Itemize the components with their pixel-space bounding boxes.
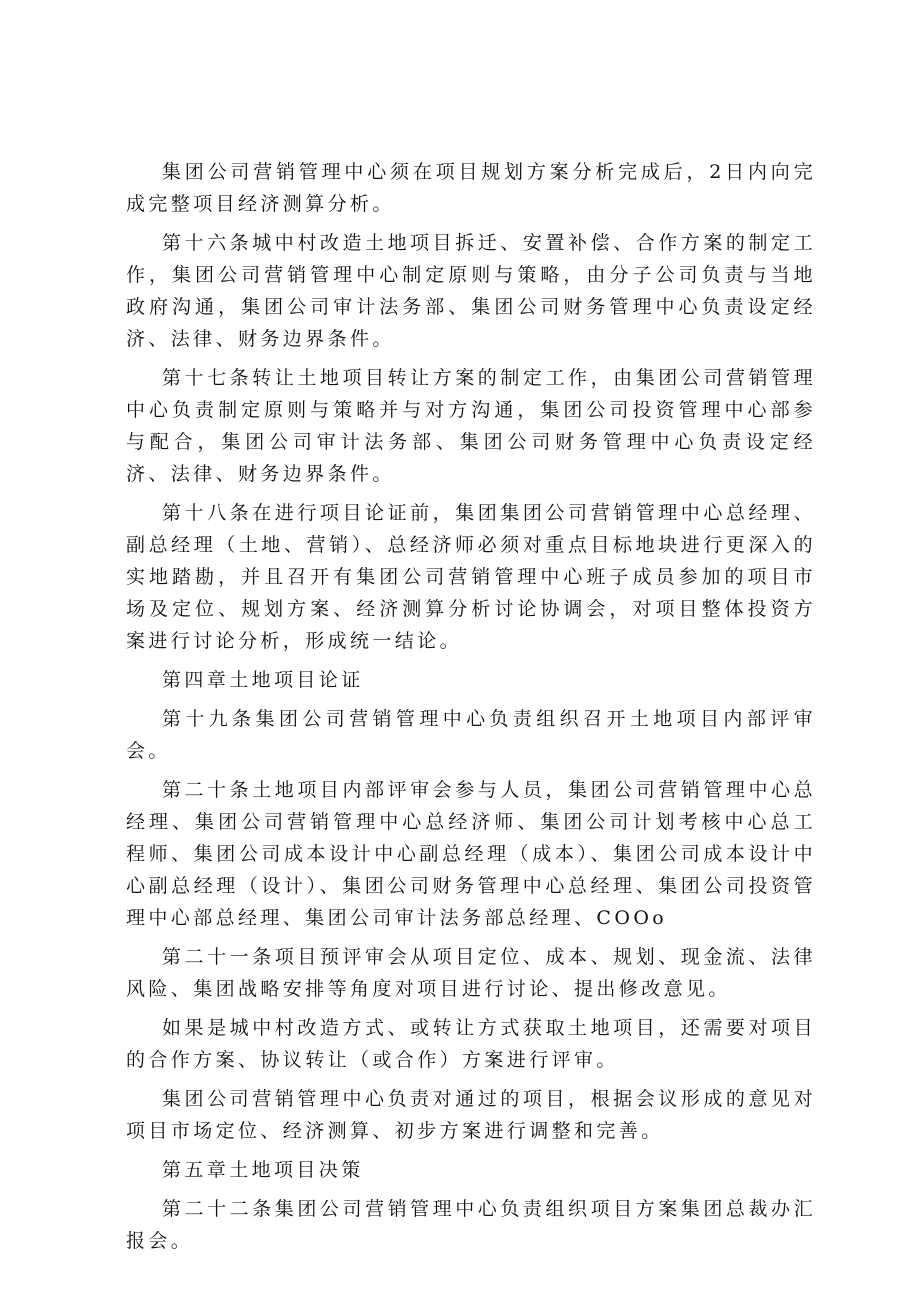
paragraph-article-21: 第二十一条项目预评审会从项目定位、成本、规划、现金流、法律风险、集团战略安排等角度对项目进行讨论、提出修改意见。 — [126, 946, 816, 1000]
chapter-5-heading: 第五章土地项目决策 — [162, 1159, 364, 1181]
paragraph-adjustment: 集团公司营销管理中心负责对通过的项目，根据会议形成的意见对项目市场定位、经济测算、初步方案进行调整和完善。 — [126, 1088, 816, 1142]
paragraph-village-transfer: 如果是城中村改造方式、或转让方式获取土地项目，还需要对项目的合作方案、协议转让（或合作）方案进行评审。 — [126, 1017, 816, 1071]
paragraph-article-19: 第十九条集团公司营销管理中心负责组织召开土地项目内部评审会。 — [126, 708, 816, 762]
chapter-4-heading: 第四章土地项目论证 — [162, 669, 364, 691]
paragraph-article-16: 第十六条城中村改造土地项目拆迁、安置补偿、合作方案的制定工作，集团公司营销管理中心制定原则与策略，由分子公司负责与当地政府沟通，集团公司审计法务部、集团公司财务管理中心负责设定经济、法律、财务边界条件。 — [126, 232, 816, 350]
paragraph-article-22: 第二十二条集团公司营销管理中心负责组织项目方案集团总裁办汇报会。 — [126, 1198, 816, 1252]
paragraph-article-20: 第二十条土地项目内部评审会参与人员，集团公司营销管理中心总经理、集团公司营销管理中心总经济师、集团公司计划考核中心总工程师、集团公司成本设计中心副总经理（成本）、集团公司成本设计中心副总经理（设计）、集团公司财务管理中心总经理、集团公司投资管理中心部总经理、集团公司审计法务部总经理、COOo — [126, 779, 816, 929]
document-body — [126, 156, 816, 1264]
paragraph-article-18: 第十八条在进行项目论证前，集团集团公司营销管理中心总经理、副总经理（土地、营销）、总经济师必须对重点目标地块进行更深入的实地踏勘，并且召开有集团公司营销管理中心班子成员参加的项目市场及定位、规划方案、经济测算分析讨论协调会，对项目整体投资方案进行讨论分析，形成统一结论。 — [126, 502, 816, 652]
paragraph-article-17: 第十七条转让土地项目转让方案的制定工作，由集团公司营销管理中心负责制定原则与策略并与对方沟通，集团公司投资管理中心部参与配合，集团公司审计法务部、集团公司财务管理中心负责设定经济、法律、财务边界条件。 — [126, 367, 816, 485]
paragraph-economic-analysis: 集团公司营销管理中心须在项目规划方案分析完成后，2日内向完成完整项目经济测算分析。 — [126, 161, 816, 215]
